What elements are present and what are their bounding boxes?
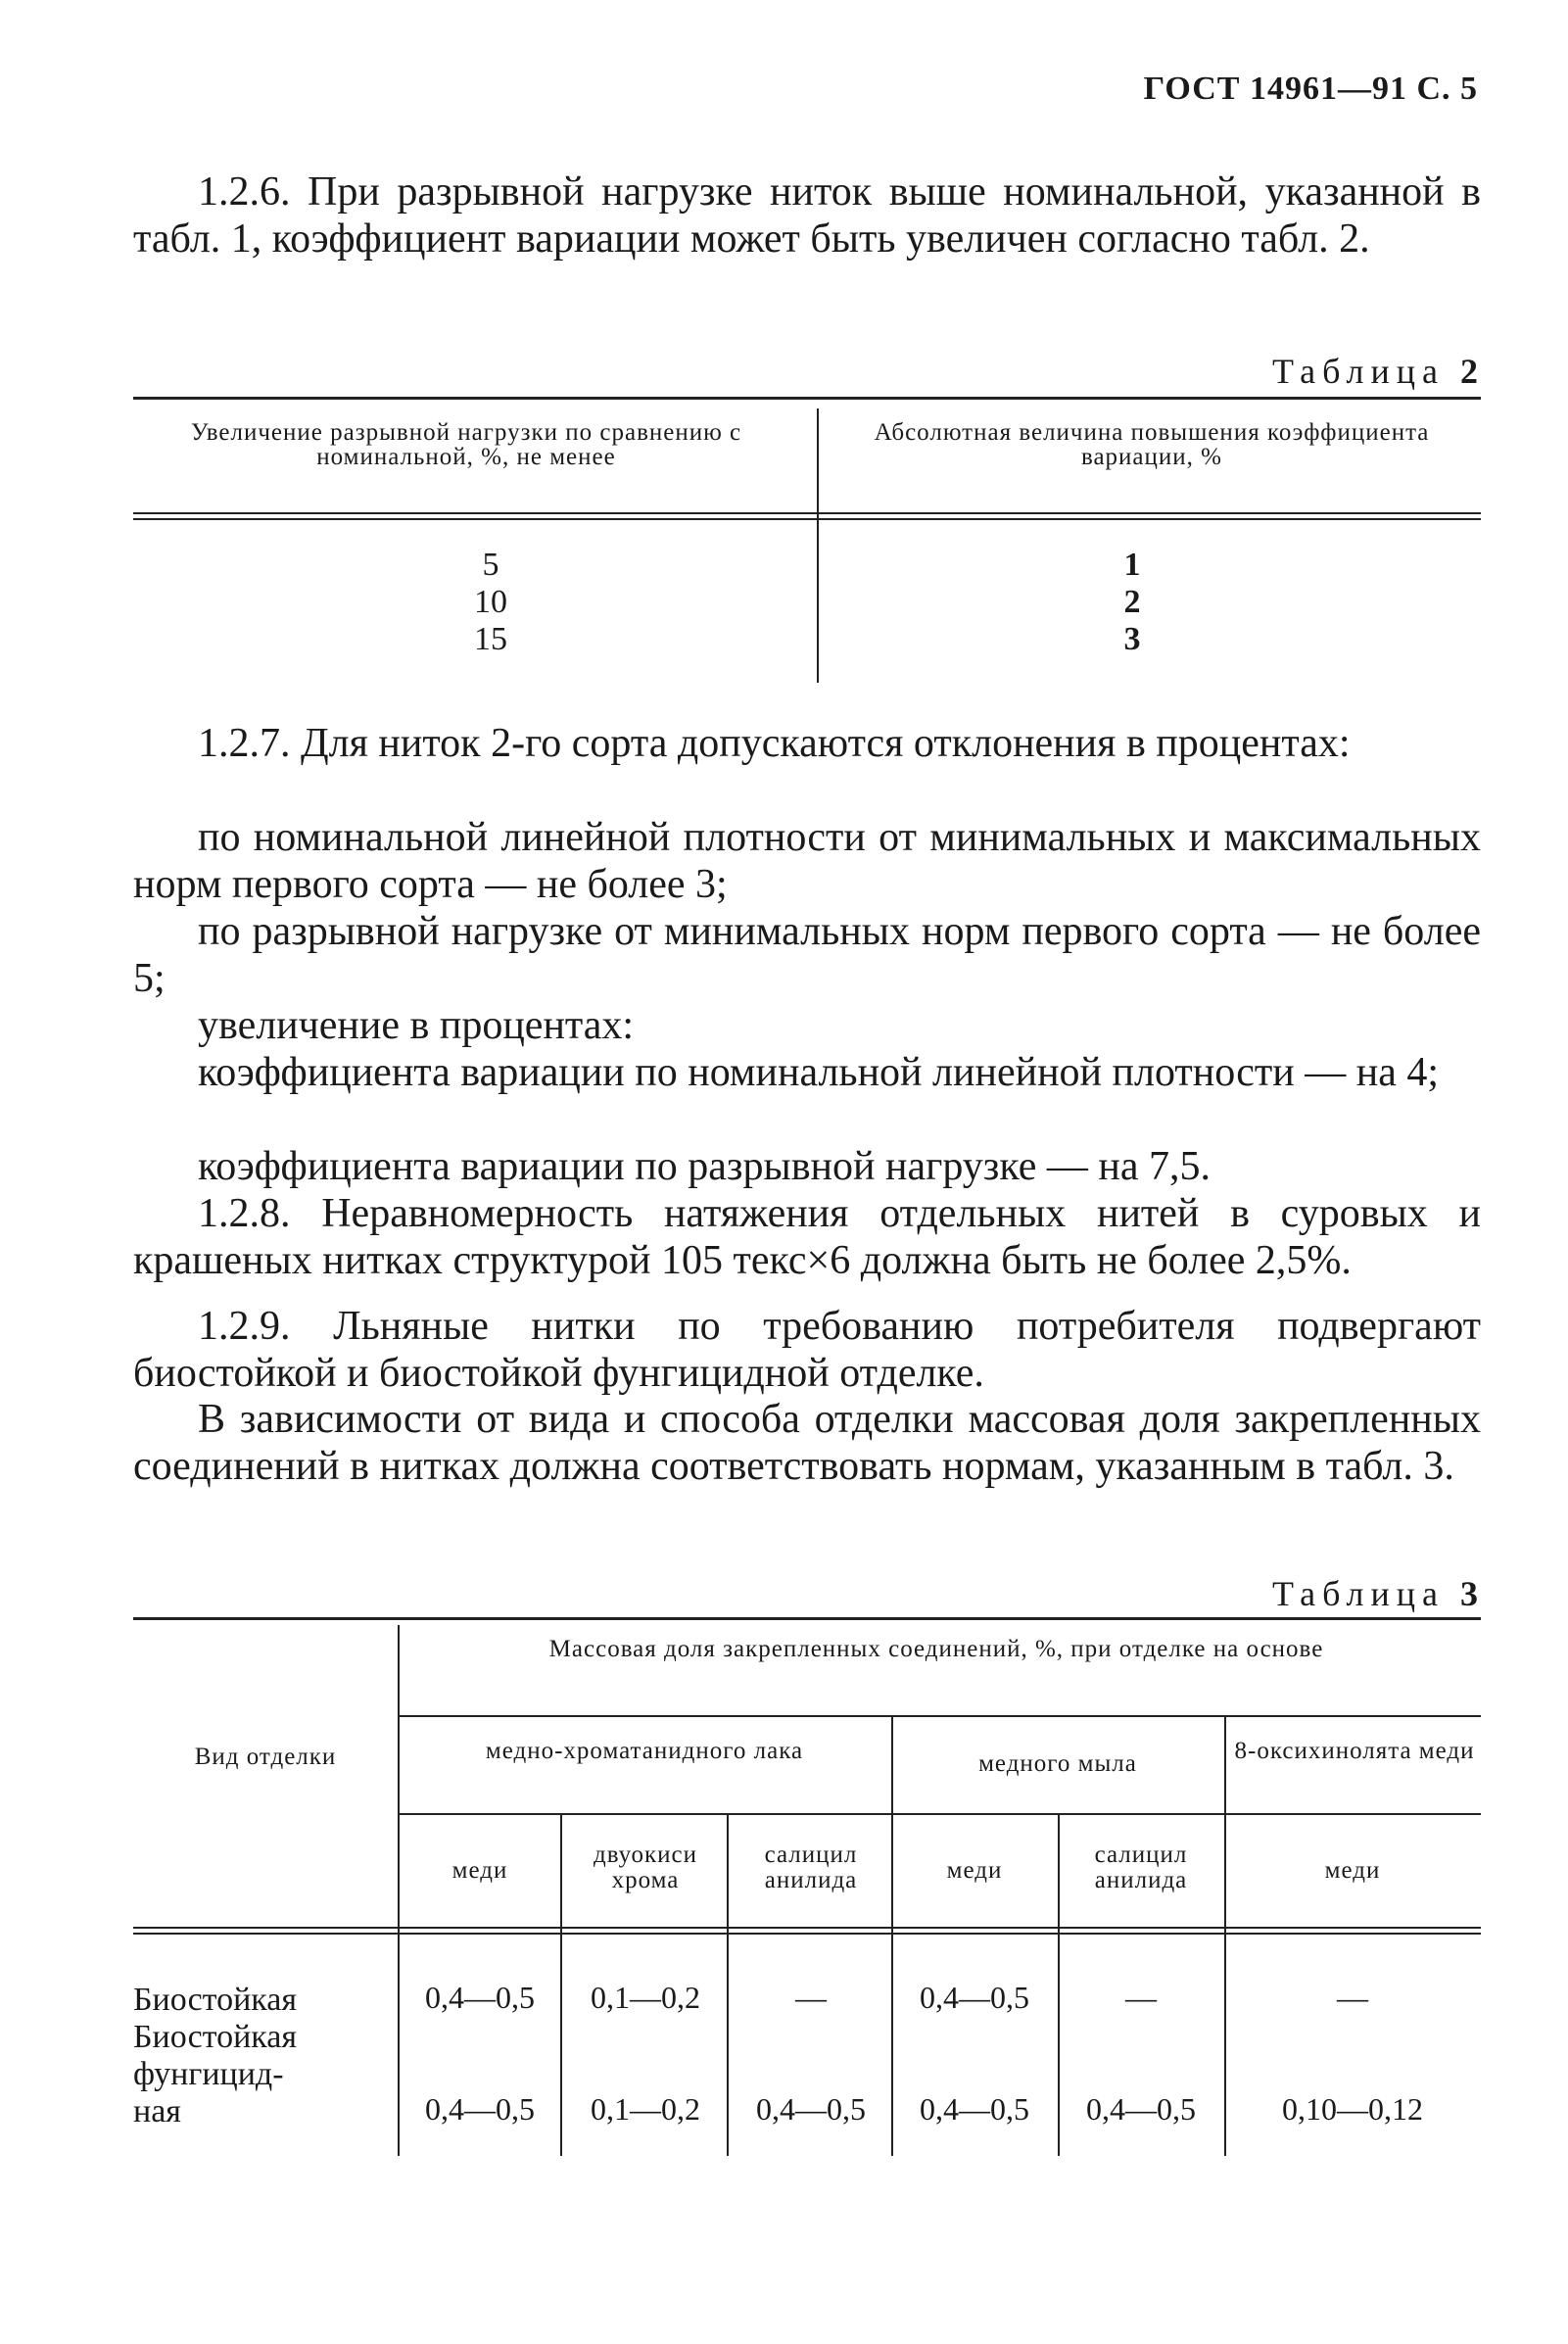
- table-cell: 0,4—0,5: [920, 2091, 1029, 2127]
- table-cell: —: [1337, 1980, 1368, 2015]
- table-cell: 0,1—0,2: [591, 1980, 700, 2015]
- table-3-leaf-header: салицил анилида: [764, 1842, 858, 1893]
- paragraph-1-2-6: 1.2.6. При разрывной нагрузке ниток выше номинальной, указанной в табл. 1, коэффициент вариации может быть увеличен согласно табл. 2.: [133, 169, 1481, 262]
- paragraph-1-2-7-cv-load: коэффициента вариации по разрывной нагрузке — на 7,5.: [198, 1144, 1211, 1189]
- table-2: [133, 397, 1481, 683]
- table-cell: 0,4—0,5: [1086, 2091, 1196, 2127]
- paragraph-1-2-7-increase: увеличение в процентах:: [198, 1003, 635, 1048]
- table-cell: 0,4—0,5: [756, 2091, 866, 2127]
- table-cell: 10: [474, 584, 507, 620]
- table-cell: 0,10—0,12: [1282, 2091, 1423, 2127]
- table-2-column-increase: [368, 547, 613, 658]
- table-3-subheader-copper-soap: медного мыла: [978, 1750, 1137, 1777]
- table-2-caption: [1272, 351, 1478, 392]
- table-3-leaf-header: салицил анилида: [1094, 1842, 1188, 1893]
- table-caption-word: Таблица: [1272, 1574, 1445, 1613]
- table-3-leaf-header: двуокиси хрома: [593, 1842, 698, 1893]
- table-2-column-header-variation: Абсолютная величина повышения коэффициента вариации, %: [874, 419, 1430, 470]
- table-3-leaf-header: меди: [1324, 1857, 1381, 1884]
- table-3-leaf-header: меди: [451, 1857, 508, 1884]
- table-3-group-header: Массовая доля закрепленных соединений, %, при отделке на основе: [548, 1636, 1324, 1662]
- table-3-subheader-oxyquinolate: 8-оксихинолята меди: [1234, 1738, 1475, 1764]
- paragraph-1-2-7-cv-density: коэффициента вариации по номинальной линейной плотности — на 4;: [198, 1050, 1440, 1095]
- table-3-leaf-header: меди: [946, 1857, 1003, 1884]
- table-cell: 0,4—0,5: [425, 2091, 535, 2127]
- table-cell: 2: [1123, 584, 1141, 620]
- table-cell: 0,4—0,5: [425, 1980, 535, 2015]
- table-cell: 5: [482, 547, 499, 583]
- paragraph-1-2-7: 1.2.7. Для ниток 2-го сорта допускаются отклонения в процентах:: [198, 721, 1351, 766]
- table-caption-number: 3: [1460, 1574, 1478, 1613]
- table-caption-word: Таблица: [1272, 352, 1445, 391]
- table-cell: —: [795, 1980, 827, 2015]
- table-cell: 0,1—0,2: [591, 2091, 700, 2127]
- table-caption-number: 2: [1460, 352, 1478, 391]
- table-2-column-header-increase: Увеличение разрывной нагрузки по сравнению с номинальной, %, не менее: [190, 419, 742, 470]
- paragraph-1-2-7-load: по разрывной нагрузке от минимальных норм первого сорта — не более 5;: [133, 909, 1481, 1001]
- paragraph-1-2-9-norms: В зависимости от вида и способа отделки массовая доля закрепленных соединений в нитках должна соответствовать нормам, указанным в табл. 3.: [133, 1397, 1481, 1489]
- table-cell: —: [1125, 1980, 1157, 2015]
- table-cell: 0,4—0,5: [920, 1980, 1029, 2015]
- table-3-stub-header: Вид отделки: [194, 1744, 337, 1770]
- table-3-row-label-fungicidal: Биостойкая фунгицид- ная: [133, 2019, 297, 2129]
- table-3-row-label-biostable: Биостойкая: [133, 1982, 297, 2018]
- table-cell: 1: [1123, 547, 1141, 583]
- paragraph-1-2-8: 1.2.8. Неравномерность натяжения отдельных нитей в суровых и крашеных нитках структурой 105 текс×6 должна быть не более 2,5%.: [133, 1191, 1481, 1283]
- table-3: [133, 1617, 1481, 2156]
- paragraph-1-2-7-density: по номинальной линейной плотности от минимальных и максимальных норм первого сорта — не более 3;: [133, 815, 1481, 907]
- paragraph-1-2-9: 1.2.9. Льняные нитки по требованию потребителя подвергают биостойкой и биостойкой фунгицидной отделке.: [133, 1304, 1481, 1396]
- table-cell: 3: [1123, 621, 1141, 657]
- table-2-column-variation: [1034, 547, 1230, 658]
- table-cell: 15: [474, 621, 507, 657]
- table-3-caption: [1272, 1573, 1478, 1614]
- table-3-subheader-copper-chromium: медно-хроматанидного лака: [485, 1738, 804, 1764]
- page-header: ГОСТ 14961—91 С. 5: [1143, 71, 1478, 107]
